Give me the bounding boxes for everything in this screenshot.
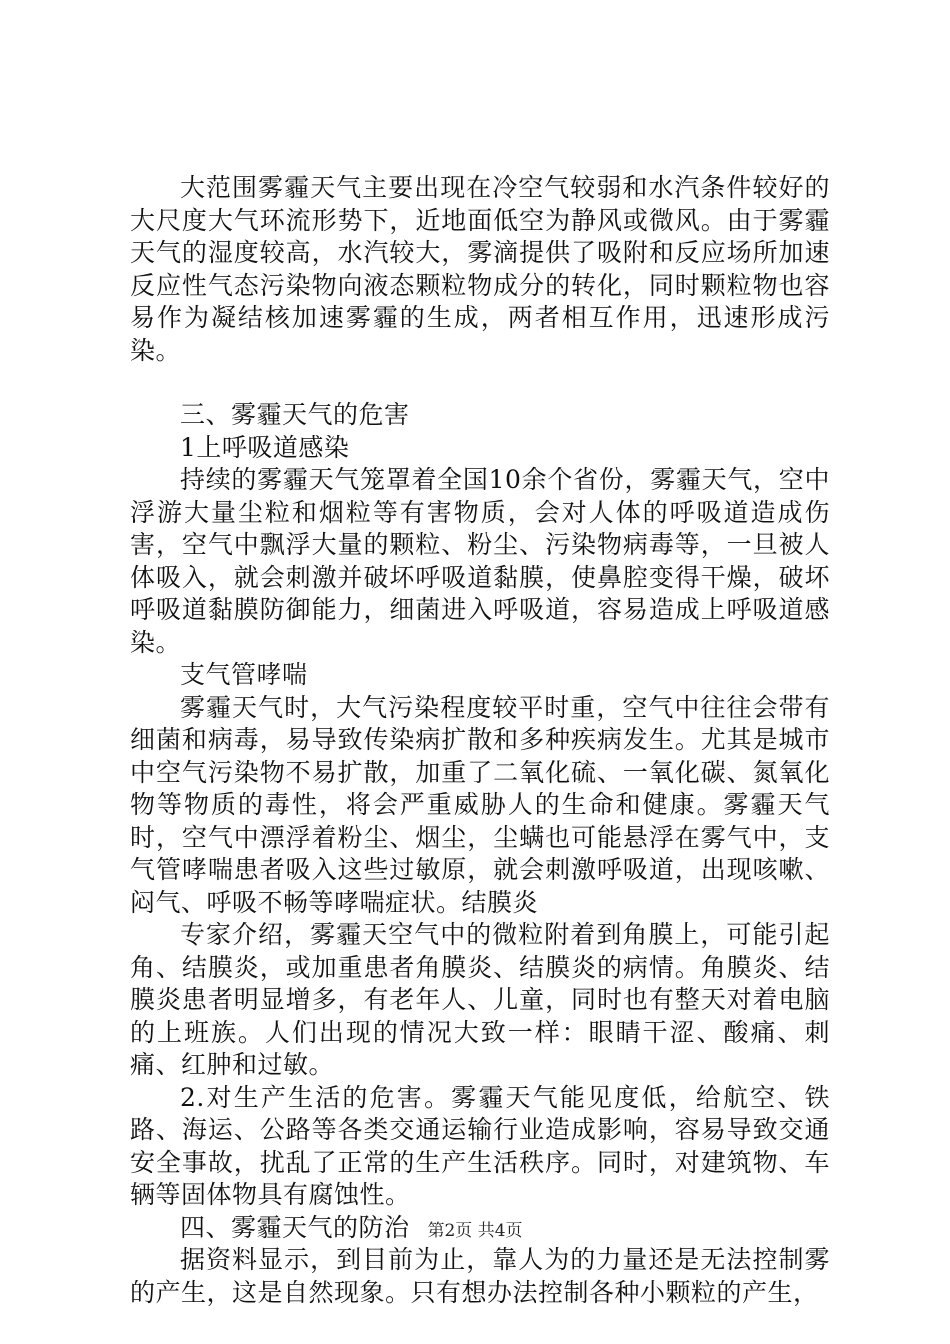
paragraph-production-life: 2.对生产生活的危害。雾霾天气能见度低，给航空、铁路、海运、公路等各类交通运输行业造成影响，容易导致交通安全事故，扰乱了正常的生产生活秩序。同时，对建筑物、车辆等固体物具有腐蚀性。 <box>130 1082 830 1209</box>
document-body <box>130 172 830 1309</box>
paragraph-formation: 大范围雾霾天气主要出现在冷空气较弱和水汽条件较好的大尺度大气环流形势下，近地面低空为静风或微风。由于雾霾天气的湿度较高，水汽较大，雾滴提供了吸附和反应场所加速反应性气态污染物向液态颗粒物成分的转化，同时颗粒物也容易作为凝结核加速雾霾的生成，两者相互作用，迅速形成污染。 <box>130 173 830 365</box>
section-heading-hazards: 三、雾霾天气的危害 <box>180 400 410 429</box>
paragraph-prevention: 据资料显示，到目前为止，靠人为的力量还是无法控制雾的产生，这是自然现象。只有想办法控制各种小颗粒的产生， <box>130 1245 830 1307</box>
subheading-respiratory-infection: 1上呼吸道感染 <box>180 432 350 462</box>
paragraph-respiratory: 持续的雾霾天气笼罩着全国10余个省份，雾霾天气，空中浮游大量尘粒和烟粒等有害物质，会对人体的呼吸道造成伤害，空气中飘浮大量的颗粒、粉尘、污染物病毒等，一旦被人体吸入，就会刺激并破坏呼吸道黏膜，使鼻腔变得干燥，破坏呼吸道黏膜防御能力，细菌进入呼吸道，容易造成上呼吸道感染。 <box>130 465 830 657</box>
subheading-asthma: 支气管哮喘 <box>180 660 308 689</box>
paragraph-conjunctivitis: 专家介绍，雾霾天空气中的微粒附着到角膜上，可能引起角、结膜炎，或加重患者角膜炎、结膜炎的病情。角膜炎、结膜炎患者明显增多，有老年人、儿童，同时也有整天对着电脑的上班族。人们出现的情况大致一样：眼睛干涩、酸痛、刺痛、红肿和过敏。 <box>130 920 830 1079</box>
paragraph-asthma: 雾霾天气时，大气污染程度较平时重，空气中往往会带有细菌和病毒，易导致传染病扩散和多种疾病发生。尤其是城市中空气污染物不易扩散，加重了二氧化硫、一氧化碳、氮氧化物等物质的毒性，将会严重威胁人的生命和健康。雾霾天气时，空气中漂浮着粉尘、烟尘，尘螨也可能悬浮在雾气中，支气管哮喘患者吸入这些过敏原，就会刺激呼吸道，出现咳嗽、闷气、呼吸不畅等哮喘症状。结膜炎 <box>130 692 830 917</box>
page-footer: 第2页 共4页 <box>427 1221 523 1241</box>
section-heading-prevention: 四、雾霾天气的防治 <box>180 1212 410 1242</box>
paragraph-gap <box>130 367 830 399</box>
